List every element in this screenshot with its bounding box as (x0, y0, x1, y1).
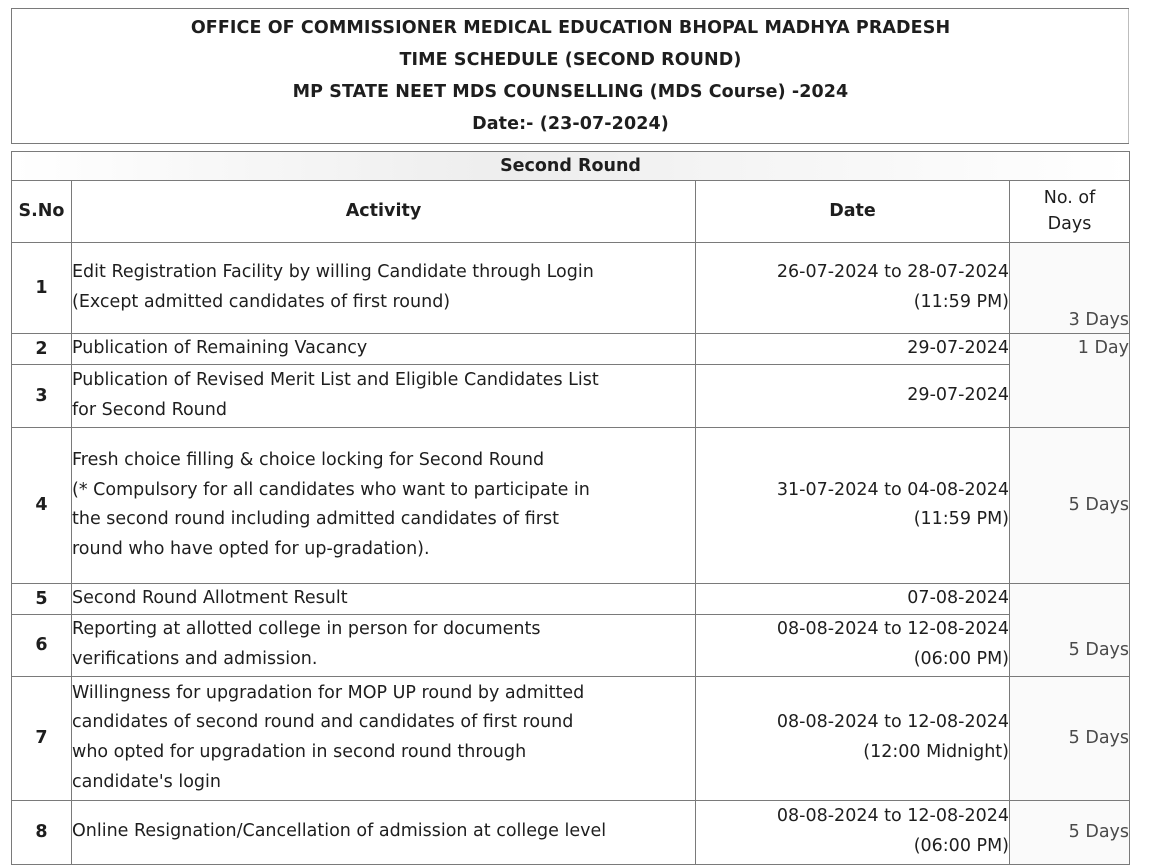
table-row (12, 800, 1130, 864)
table-row (12, 334, 1130, 365)
column-header-days-line1: No. of (1043, 188, 1096, 209)
row-activity: Edit Registration Facility by willing Candidate through Login (Except admitted candidates of first round) (72, 243, 696, 334)
table-row (12, 583, 1130, 614)
row-sno: 1 (12, 243, 72, 334)
counselling-title: MP STATE NEET MDS COUNSELLING (MDS Course) -2024 (292, 82, 849, 102)
row-date: 29-07-2024 (696, 334, 1010, 365)
row-date: 31-07-2024 to 04-08-2024 (11:59 PM) (696, 427, 1010, 583)
row-activity: Publication of Remaining Vacancy (72, 334, 696, 365)
row-date: 08-08-2024 to 12-08-2024 (06:00 PM) (696, 800, 1010, 864)
row-days: 3 Days (1010, 243, 1130, 334)
table-row (12, 676, 1130, 800)
row-activity: Online Resignation/Cancellation of admission at college level (72, 800, 696, 864)
column-header-sno: S.No (12, 181, 72, 243)
round-heading: Second Round (12, 152, 1130, 181)
column-header-activity: Activity (72, 181, 696, 243)
row-sno: 2 (12, 334, 72, 365)
row-activity: Publication of Revised Merit List and Eligible Candidates List for Second Round (72, 364, 696, 427)
office-title: OFFICE OF COMMISSIONER MEDICAL EDUCATION BHOPAL MADHYA PRADESH (190, 18, 951, 38)
column-header-days-line2: Days (1047, 213, 1092, 234)
row-days: 5 Days (1010, 427, 1130, 583)
row-sno: 7 (12, 676, 72, 800)
row-activity: Fresh choice filling & choice locking for Second Round (* Compulsory for all candidates who want to participate in the second round including admitted candidates of first round who have opted for up-gradation). (72, 427, 696, 583)
row-sno: 8 (12, 800, 72, 864)
document-date: Date:- (23-07-2024) (472, 114, 669, 134)
schedule-title: TIME SCHEDULE (SECOND ROUND) (399, 50, 742, 70)
row-days: 5 Days (1010, 583, 1130, 676)
row-activity: Reporting at allotted college in person for documents verifications and admission. (72, 614, 696, 676)
table-row (12, 243, 1130, 334)
row-days: 5 Days (1010, 800, 1130, 864)
table-row (12, 614, 1130, 676)
row-activity: Willingness for upgradation for MOP UP round by admitted candidates of second round and candidates of first round who opted for upgradation in second round through candidate's login (72, 676, 696, 800)
column-header-days (1010, 181, 1130, 243)
row-days: 1 Day (1010, 334, 1130, 428)
row-sno: 5 (12, 583, 72, 614)
row-date: 29-07-2024 (696, 364, 1010, 427)
row-date: 26-07-2024 to 28-07-2024 (11:59 PM) (696, 243, 1010, 334)
schedule-table (11, 151, 1130, 865)
row-days: 5 Days (1010, 676, 1130, 800)
row-sno: 3 (12, 364, 72, 427)
row-activity: Second Round Allotment Result (72, 583, 696, 614)
schedule-document (11, 8, 1129, 858)
row-date: 08-08-2024 to 12-08-2024 (12:00 Midnight) (696, 676, 1010, 800)
column-header-date: Date (696, 181, 1010, 243)
row-date: 08-08-2024 to 12-08-2024 (06:00 PM) (696, 614, 1010, 676)
row-sno: 4 (12, 427, 72, 583)
document-header (11, 8, 1129, 144)
table-row (12, 427, 1130, 583)
row-sno: 6 (12, 614, 72, 676)
row-date: 07-08-2024 (696, 583, 1010, 614)
table-row (12, 364, 1130, 427)
